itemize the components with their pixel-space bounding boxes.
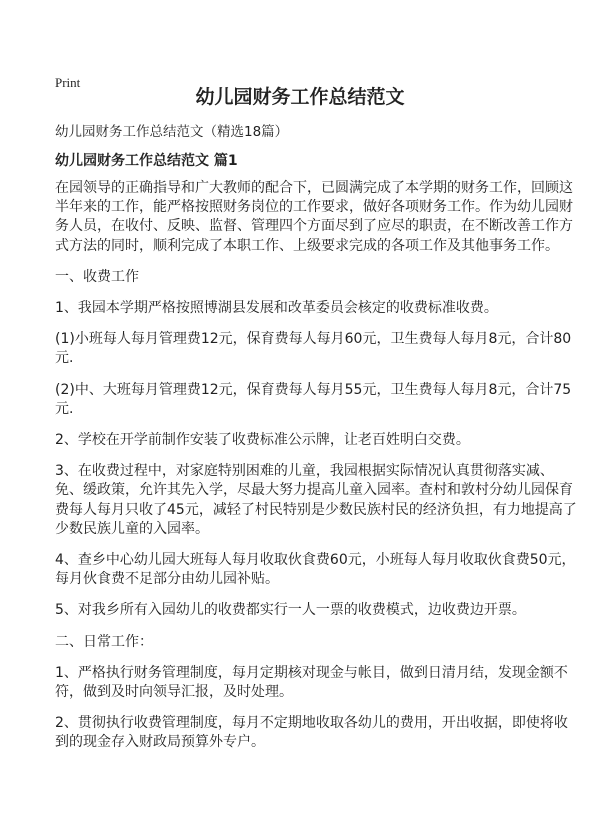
paragraph: 2、学校在开学前制作安装了收费标准公示牌，让老百姓明白交费。 xyxy=(55,432,470,449)
paragraph: 2、贯彻执行收费管理制度，每月不定期地收取各幼儿的费用，开出收据，即使将收到的现金存入财政局预算外专户。 xyxy=(55,715,568,751)
paragraph: 一、收费工作 xyxy=(55,268,139,285)
paragraph: 5、对我乡所有入园幼儿的收费都实行一人一票的收费模式，边收费边开票。 xyxy=(55,602,526,619)
paragraph: 1、严格执行财务管理制度，每月定期核对现金与帐目，做到日清月结，发现金额不符，做到及时向领导汇报，及时处理。 xyxy=(55,664,568,701)
paragraph: 在园领导的正确指导和广大教师的配合下，已圆满完成了本学期的财务工作，回顾这半年来的工作，能严格按照财务岗位的工作要求，做好各项财务工作。作为幼儿园财务人员，在收付、反映、监督、管理四个方面尽到了应尽的职责，在不断改善工作方式方法的同时，顺利完成了本职工作、上级要求完成的各项工作及其他事务工作。 xyxy=(55,180,573,254)
article-body xyxy=(55,179,577,765)
paragraph: 3、在收费过程中，对家庭特别困难的儿童，我园根据实际情况认真贯彻落实减、免、缓政策，允许其先入学，尽最大努力提高儿童入园率。查村和敦村分幼儿园保育费每人每月只收了45元，减轻了村民特别是少数民族村民的经济负担，有力地提高了少数民族儿童的入园率。 xyxy=(55,463,577,537)
paragraph: (2)中、大班每月管理费12元，保育费每人每月55元，卫生费每人每月8元，合计75元. xyxy=(55,381,572,417)
paragraph: 1、我园本学期严格按照博湖县发展和改革委员会核定的收费标准收费。 xyxy=(55,300,498,317)
paragraph: 4、查乡中心幼儿园大班每人每月收取伙食费60元，小班每人每月收取伙食费50元，每月伙食费不足部分由幼儿园补贴。 xyxy=(55,552,576,588)
section-heading: 幼儿园财务工作总结范文 篇1 xyxy=(55,153,238,169)
paragraph: 二、日常工作： xyxy=(55,633,153,650)
page-title: 幼儿园财务工作总结范文 xyxy=(195,86,405,108)
print-link[interactable]: Print xyxy=(55,75,81,90)
paragraph: (1)小班每人每月管理费12元，保育费每人每月60元，卫生费每人每月8元，合计80元. xyxy=(55,331,572,367)
subtitle: 幼儿园财务工作总结范文（精选18篇） xyxy=(55,124,289,140)
